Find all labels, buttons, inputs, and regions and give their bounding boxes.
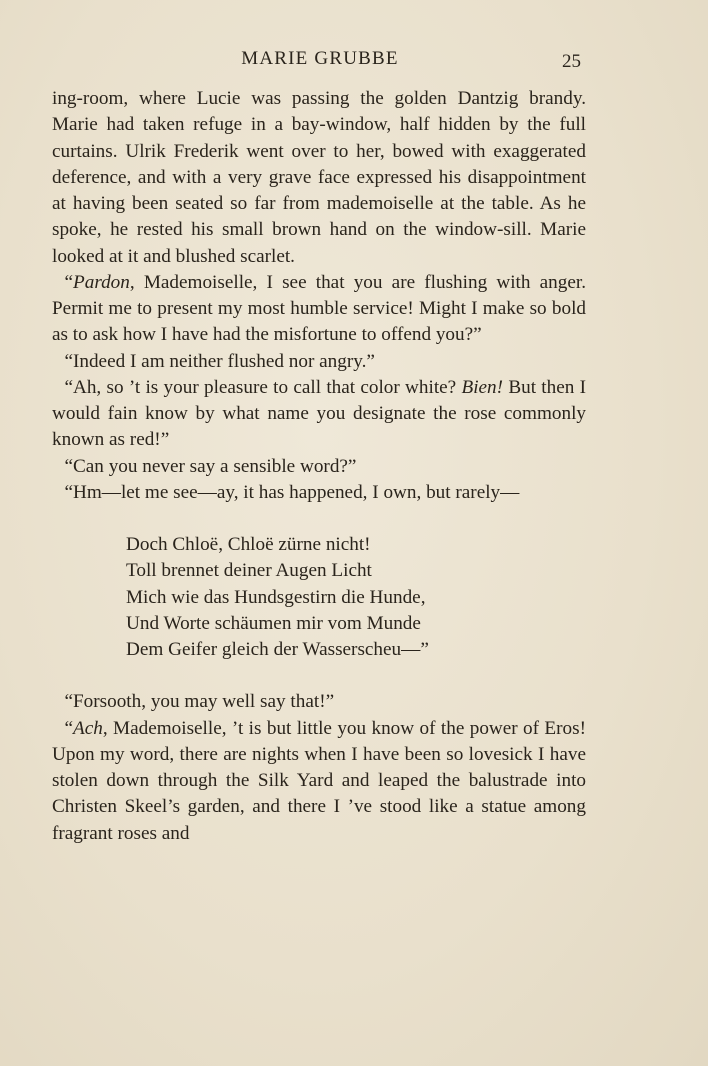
dialogue-paragraph [52, 349, 586, 375]
body-text [52, 86, 586, 847]
dialogue-paragraph [52, 375, 586, 454]
verse-block [126, 532, 586, 663]
paragraph-text: , Mademoiselle, ’t is but little you know of the power of Eros! Upon my word, there are nights when I have been so lovesick I have stolen down through the Silk Yard and leaped the balustrade into Christen Skeel’s garden, and there I ’ve stood like a statue among fragrant roses and [52, 717, 586, 844]
dialogue-paragraph [52, 270, 586, 349]
paragraph-text: ing-room, where Lucie was passing the golden Dantzig brandy. Marie had taken refuge in a bay-window, half hidden by the full curtains. Ulrik Frederik went over to her, bowed with exaggerated deference, and with a very grave face expressed his disappointment at having been seated so far from mademoiselle at the table. As he spoke, he rested his small brown hand on the window-sill. Marie looked at it and blushed scarlet. [52, 88, 586, 267]
dialogue-paragraph [52, 689, 586, 715]
paragraph-continuation [52, 86, 586, 270]
running-head [0, 48, 708, 72]
dialogue-paragraph [52, 480, 586, 506]
italic-word: Bien! [461, 376, 504, 398]
open-quote: “ [64, 271, 73, 293]
dialogue-paragraph [52, 454, 586, 480]
italic-word: Ach [73, 717, 103, 739]
paragraph-text: “Indeed I am neither flushed nor angry.” [64, 350, 375, 372]
verse-line: Doch Chloë, Chloë zürne nicht! [126, 534, 371, 555]
paragraph-text-after: But then I would fain know by what name you designate the rose commonly known as red!” [52, 376, 586, 451]
page-number: 25 [562, 51, 581, 72]
running-title: MARIE GRUBBE [241, 48, 399, 69]
open-quote: “ [64, 717, 73, 739]
paragraph-text: “Ah, so ’t is your pleasure to call that color white? [64, 376, 457, 398]
dialogue-paragraph [52, 716, 586, 847]
verse-line: Toll brennet deiner Augen Licht [126, 560, 372, 582]
verse-line: Dem Geifer gleich der Wasserscheu—” [126, 639, 429, 660]
verse-line: Und Worte schäumen mir vom Munde [126, 612, 421, 634]
italic-word: Pardon [73, 271, 130, 293]
verse-line: Mich wie das Hundsgestirn die Hunde, [126, 586, 426, 608]
paragraph-text: , Mademoiselle, I see that you are flushing with anger. Permit me to present my most humble service! Might I make so bold as to ask how I have had the misfortune to offend you?” [52, 271, 586, 346]
paragraph-text: “Can you never say a sensible word?” [64, 455, 357, 477]
paragraph-text: “Hm—let me see—ay, it has happened, I own, but rarely— [64, 481, 520, 503]
paragraph-text: “Forsooth, you may well say that!” [64, 691, 335, 713]
